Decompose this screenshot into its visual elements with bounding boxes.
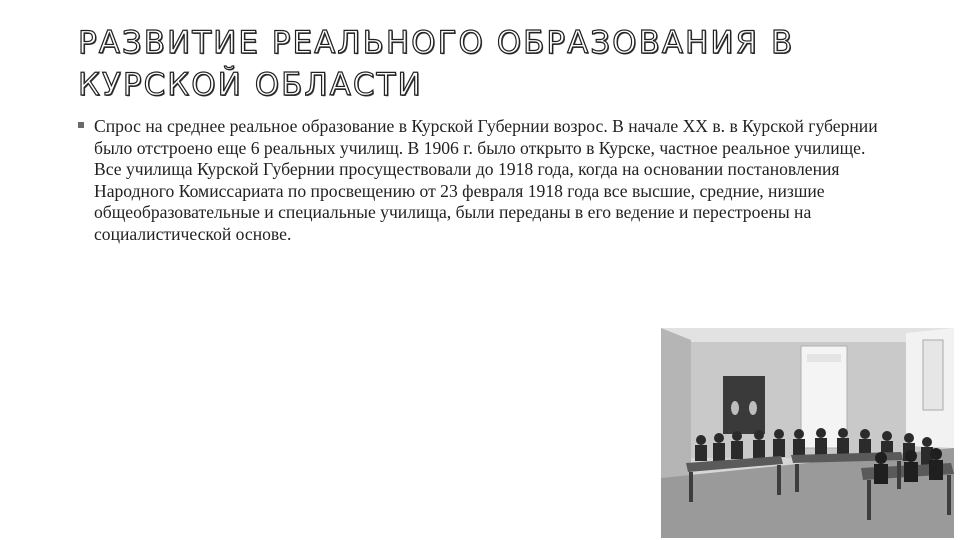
bullet-square-icon (78, 122, 84, 128)
slide-title: РАЗВИТИЕ РЕАЛЬНОГО ОБРАЗОВАНИЯ В КУРСКОЙ ОБЛАСТИ (78, 25, 795, 103)
classroom-photo (661, 328, 954, 538)
bullet-list (78, 116, 888, 245)
bullet-paragraph: Спрос на среднее реальное образование в Курской Губернии возрос. В начале ХХ в. в Курской губернии было отстроено еще 6 реальных училищ. В 1906 г. было открыто в Курске, частное реальное училище. Все училища Курской Губернии просуществовали до 1918 года, когда на основании постановления Народного Комиссариата по просвещению от 23 февраля 1918 года все высшие, средние, низшие общеобразовательные и специальные училища, были переданы в его ведение и перестроены на социалистической основе. (94, 116, 878, 244)
